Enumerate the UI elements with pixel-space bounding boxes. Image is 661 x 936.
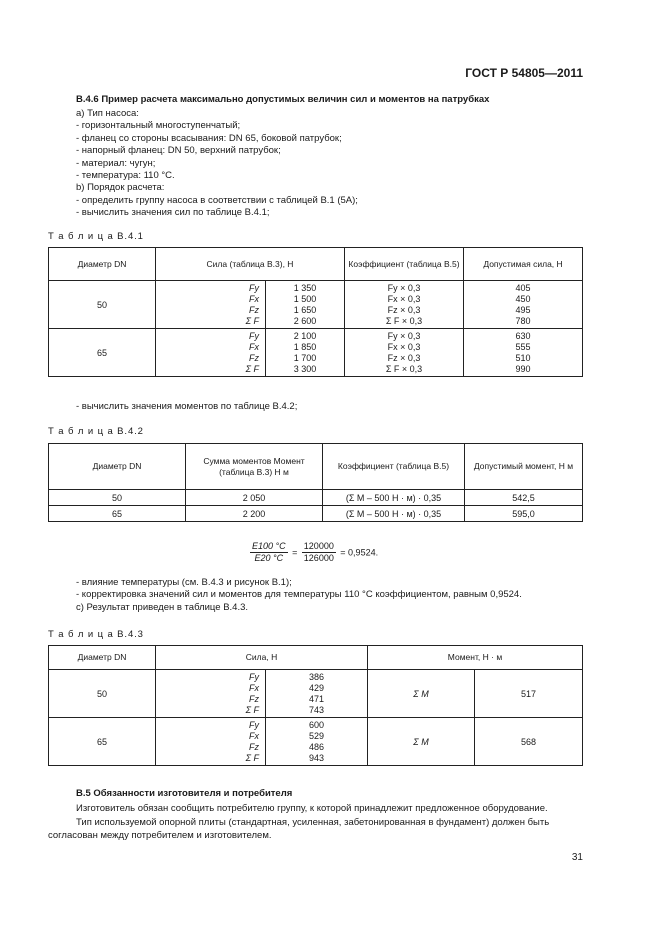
col-header: Сила (таблица В.3), Н — [156, 248, 345, 281]
cell-moment-value: 517 — [475, 670, 583, 718]
col-header: Момент, Н · м — [368, 646, 583, 670]
document-header: ГОСТ Р 54805—2011 — [465, 66, 583, 80]
text-line: b) Порядок расчета: — [76, 182, 165, 194]
cell-values: 386 429 471 743 — [266, 670, 368, 718]
table-b41 — [48, 247, 583, 377]
section-heading-b5: B.5 Обязанности изготовителя и потребителя — [76, 788, 293, 799]
page-number: 31 — [571, 852, 583, 863]
cell-moment-value: 568 — [475, 718, 583, 766]
text-line: c) Результат приведен в таблице В.4.3. — [76, 601, 249, 613]
cell-dn: 50 — [49, 670, 156, 718]
table-row — [49, 329, 583, 377]
cell-dn: 65 — [49, 329, 156, 377]
text-line: - напорный фланец: DN 50, верхний патрубок; — [76, 145, 281, 157]
table-row — [49, 281, 583, 329]
cell-symbols: Fy Fx Fz Σ F — [156, 329, 266, 377]
cell-allowed: 595,0 — [465, 506, 583, 522]
cell-dn: 50 — [49, 281, 156, 329]
col-header: Допустимый момент, Н м — [465, 444, 583, 490]
cell-dn: 65 — [49, 718, 156, 766]
text-line: - температура: 110 °C. — [76, 170, 175, 182]
fraction-rhs: $\frac{120000}{126000}$ — [303, 541, 334, 563]
cell-dn: 50 — [49, 490, 186, 506]
cell-sum: 2 200 — [186, 506, 323, 522]
cell-moment-symbol: Σ M — [368, 718, 475, 766]
formula-result: = 0,9524. — [340, 547, 379, 558]
paragraph-2-cont: согласован между потребителем и изготовителем. — [48, 830, 272, 841]
col-header: Сумма моментов Момент (таблица В.3) Н м — [186, 444, 323, 490]
col-header: Сила, Н — [156, 646, 368, 670]
section-heading-b46: B.4.6 Пример расчета максимально допустимых величин сил и моментов на патрубках — [76, 94, 490, 105]
table-row — [49, 670, 583, 718]
table-b43 — [48, 645, 583, 766]
table-row — [49, 718, 583, 766]
moments-line: - вычислить значения моментов по таблице В.4.2; — [76, 401, 298, 412]
cell-dn: 65 — [49, 506, 186, 522]
table-caption-b41: Т а б л и ц а В.4.1 — [48, 231, 144, 242]
fraction-lhs: $\frac{E100 ^\circ C}{E20 ^\circ C}$ — [252, 541, 286, 563]
cell-values: 1 350 1 500 1 650 2 600 — [266, 281, 345, 329]
col-header: Диаметр DN — [49, 646, 156, 670]
cell-allowed: 405 450 495 780 — [464, 281, 583, 329]
col-header: Коэффициент (таблица В.5) — [345, 248, 464, 281]
text-line: - вычислить значения сил по таблице В.4.1; — [76, 207, 270, 219]
text-line: - материал: чугун; — [76, 157, 156, 169]
paragraph-1: Изготовитель обязан сообщить потребителю группу, к которой принадлежит предложенное оборудование. — [76, 803, 548, 814]
text-line: - корректировка значений сил и моментов для температуры 110 °C коэффициентом, равным 0,9524. — [76, 589, 522, 601]
col-header: Диаметр DN — [49, 444, 186, 490]
text-line: - фланец со стороны всасывания: DN 65, боковой патрубок; — [76, 132, 342, 144]
col-header: Диаметр DN — [49, 248, 156, 281]
table-b42 — [48, 443, 583, 522]
cell-values: 2 100 1 850 1 700 3 300 — [266, 329, 345, 377]
table-caption-b43: Т а б л и ц а В.4.3 — [48, 629, 144, 640]
cell-sum: 2 050 — [186, 490, 323, 506]
text-line: - влияние температуры (см. В.4.3 и рисунок В.1); — [76, 577, 292, 588]
text-line: a) Тип насоса: — [76, 108, 139, 119]
notes-after-formula — [76, 577, 522, 614]
cell-symbols: Fy Fx Fz Σ F — [156, 281, 266, 329]
col-header: Допустимая сила, Н — [464, 248, 583, 281]
cell-coefficient: (Σ M – 500 Н · м) · 0,35 — [323, 490, 465, 506]
table-row — [49, 506, 583, 522]
cell-values: 600 529 486 943 — [266, 718, 368, 766]
cell-allowed: 542,5 — [465, 490, 583, 506]
cell-coefficient: (Σ M – 500 Н · м) · 0,35 — [323, 506, 465, 522]
cell-allowed: 630 555 510 990 — [464, 329, 583, 377]
cell-coefficients: Fy × 0,3 Fx × 0,3 Fz × 0,3 Σ F × 0,3 — [345, 281, 464, 329]
text-line: - горизонтальный многоступенчатый; — [76, 120, 241, 132]
cell-symbols: Fy Fx Fz Σ F — [156, 670, 266, 718]
cell-coefficients: Fy × 0,3 Fx × 0,3 Fz × 0,3 Σ F × 0,3 — [345, 329, 464, 377]
cell-moment-symbol: Σ M — [368, 670, 475, 718]
col-header: Коэффициент (таблица В.5) — [323, 444, 465, 490]
table-caption-b42: Т а б л и ц а В.4.2 — [48, 426, 144, 437]
formula: $\frac{E100 ^\circ C}{E20 ^\circ C}$ = $\frac{120000}{126000}$ = 0,9524. — [252, 541, 379, 563]
pump-description — [76, 108, 358, 220]
paragraph-2: Тип используемой опорной плиты (стандартная, усиленная, забетонированная в фундамент) должен быть — [76, 817, 550, 828]
text-line: - определить группу насоса в соответствии с таблицей В.1 (5А); — [76, 194, 358, 206]
table-row — [49, 490, 583, 506]
cell-symbols: Fy Fx Fz Σ F — [156, 718, 266, 766]
